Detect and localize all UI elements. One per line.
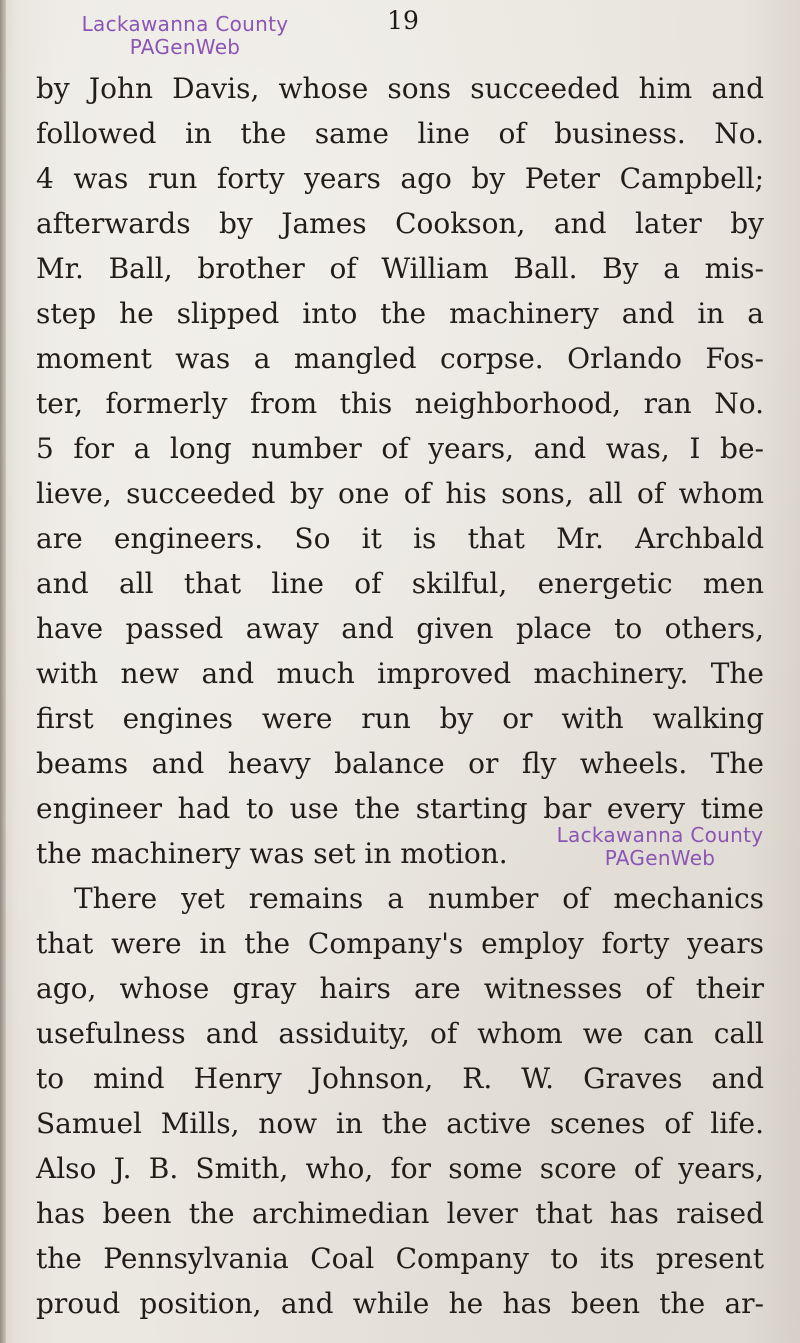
text-line: Samuel Mills, now in the active scenes of life. xyxy=(36,1107,764,1140)
text-line: have passed away and given place to others, xyxy=(36,612,764,645)
text-line: are engineers. So it is that Mr. Archbald xyxy=(36,522,764,555)
text-line: proud position, and while he has been the ar- xyxy=(36,1287,764,1320)
page-binding-edge xyxy=(0,0,6,1343)
text-line: the Pennsylvania Coal Company to its present xyxy=(36,1242,764,1275)
text-line: that were in the Company's employ forty years xyxy=(36,927,764,960)
text-line: first engines were run by or with walking xyxy=(36,702,764,735)
text-line: Mr. Ball, brother of William Ball. By a mis- xyxy=(36,252,764,285)
text-line: lieve, succeeded by one of his sons, all of whom xyxy=(36,477,764,510)
text-line: usefulness and assiduity, of whom we can call xyxy=(36,1017,764,1050)
watermark-top-line1: Lackawanna County xyxy=(81,12,289,36)
text-line: with new and much improved machinery. The xyxy=(36,657,764,690)
text-line-paragraph-end: the machinery was set in motion. xyxy=(36,837,508,870)
text-line-paragraph-start: There yet remains a number of mechanics xyxy=(74,882,764,915)
text-line: moment was a mangled corpse. Orlando Fos- xyxy=(36,342,764,375)
text-line: ter, formerly from this neighborhood, ran No. xyxy=(36,387,764,420)
text-line: afterwards by James Cookson, and later by xyxy=(36,207,764,240)
watermark-middle xyxy=(540,824,780,870)
text-line: has been the archimedian lever that has raised xyxy=(36,1197,764,1230)
page-number: 19 xyxy=(387,6,419,35)
watermark-top-line2: PAGenWeb xyxy=(129,35,241,59)
text-line: ago, whose gray hairs are witnesses of their xyxy=(36,972,764,1005)
text-line: and all that line of skilful, energetic men xyxy=(36,567,764,600)
text-line: by John Davis, whose sons succeeded him and xyxy=(36,72,764,105)
text-line: 4 was run forty years ago by Peter Campbell; xyxy=(36,162,764,195)
text-line: beams and heavy balance or fly wheels. The xyxy=(36,747,764,780)
body-text xyxy=(36,66,764,1326)
text-line: Also J. B. Smith, who, for some score of years, xyxy=(36,1152,764,1185)
text-line: 5 for a long number of years, and was, I be- xyxy=(36,432,764,465)
text-line: engineer had to use the starting bar every time xyxy=(36,792,764,825)
watermark-middle-line1: Lackawanna County xyxy=(556,823,764,847)
text-line: step he slipped into the machinery and in a xyxy=(36,297,764,330)
text-line: followed in the same line of business. No. xyxy=(36,117,764,150)
watermark-middle-line2: PAGenWeb xyxy=(604,846,716,870)
watermark-top xyxy=(50,13,320,59)
text-line: to mind Henry Johnson, R. W. Graves and xyxy=(36,1062,764,1095)
